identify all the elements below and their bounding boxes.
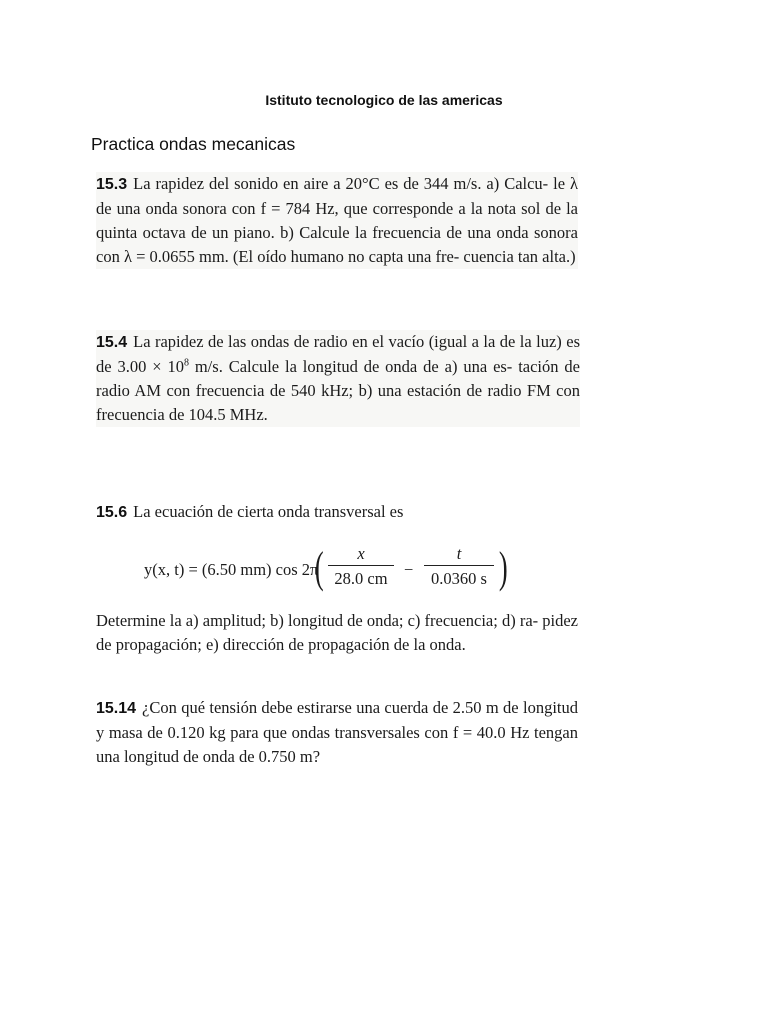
fraction-t xyxy=(424,543,494,590)
left-paren: ( xyxy=(314,543,324,592)
problem-number: 15.6 xyxy=(96,504,128,521)
problem-15-3 xyxy=(96,172,578,269)
problem-number: 15.3 xyxy=(96,176,128,193)
problem-number: 15.4 xyxy=(96,334,128,351)
problem-text-part2: m/s. Calcule la longitud de onda de a) una es- tación de radio AM con frecuencia de 540 kHz; b) una estación de radio FM con frecuencia de 104.5 MHz. xyxy=(96,357,580,424)
exponent: 8 xyxy=(183,357,189,369)
wave-equation xyxy=(144,541,578,595)
practice-subtitle: Practica ondas mecanicas xyxy=(91,134,296,154)
problem-15-6 xyxy=(96,500,578,657)
minus-sign: − xyxy=(404,560,414,579)
problem-text: La rapidez del sonido en aire a 20°C es de 344 m/s. a) Calcu- le λ de una onda sonora con f = 784 Hz, que corresponde a la nota sol de la quinta octava de un piano. b) Calcule la frecuencia de una onda sonora con λ = 0.0655 mm. (El oído humano no capta una fre- cuencia tan alta.) xyxy=(96,174,578,266)
problem-text-part1: La rapidez de las ondas de radio en el vacío (igual a la de la luz) es de 3.00 × 10 xyxy=(96,332,580,376)
problem-15-4 xyxy=(96,330,580,427)
problem-text: Determine la a) amplitud; b) longitud de onda; c) frecuencia; d) ra- pidez de propagación; e) dirección de propagación de la onda. xyxy=(96,611,578,654)
problem-intro: La ecuación de cierta onda transversal es xyxy=(133,502,404,521)
fraction-denominator: 0.0360 s xyxy=(424,565,494,590)
fraction-numerator: x xyxy=(357,544,365,563)
fraction-x xyxy=(328,543,394,590)
institution-title: Istituto tecnologico de las americas xyxy=(265,92,503,108)
fraction-denominator: 28.0 cm xyxy=(328,565,394,590)
fraction-numerator: t xyxy=(456,544,462,563)
equation-lhs: y(x, t) = (6.50 mm) cos 2π xyxy=(144,560,319,579)
right-paren: ) xyxy=(498,543,508,592)
problem-number: 15.14 xyxy=(96,700,137,717)
problem-text: ¿Con qué tensión debe estirarse una cuerda de 2.50 m de longitud y masa de 0.120 kg para que ondas transversales con f = 40.0 Hz tengan una longitud de onda de 0.750 m? xyxy=(96,698,578,766)
problem-15-14 xyxy=(96,696,578,769)
